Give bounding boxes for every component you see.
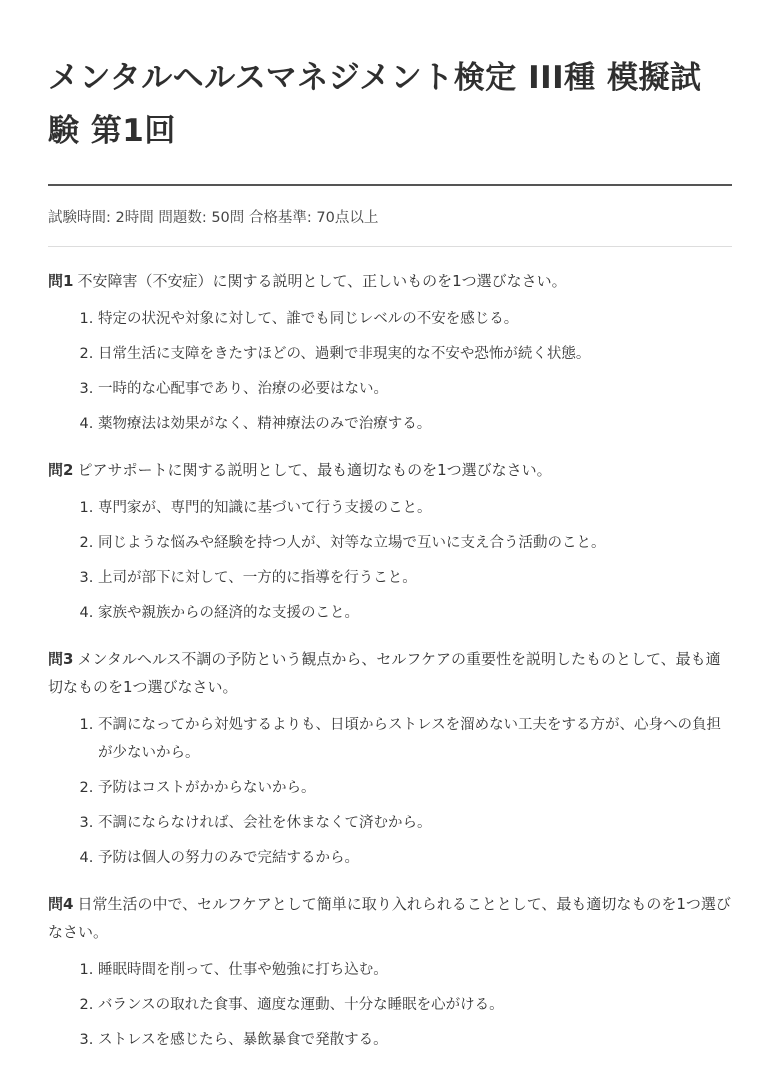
option-item: 4. 予防は個人の努力のみで完結するから。 [98,844,732,872]
option-item: 4. 薬物療法は効果がなく、精神療法のみで治療する。 [98,410,732,438]
title-divider [48,184,732,186]
exam-meta: 試験時間: 2時間 問題数: 50問 合格基準: 70点以上 [48,210,379,226]
question-3 [48,645,732,872]
question-body: 日常生活の中で、セルフケアとして簡単に取り入れられることとして、最も適切なものを1つ選びなさい。 [48,895,731,941]
option-item: 2. 同じような悩みや経験を持つ人が、対等な立場で互いに支え合う活動のこと。 [98,529,732,557]
question-1 [48,267,732,438]
question-number: 問3 [48,650,74,668]
option-item: 2. 予防はコストがかからないから。 [98,774,732,802]
option-item: 1. 専門家が、専門的知識に基づいて行う支援のこと。 [98,494,732,522]
option-item: 3. 一時的な心配事であり、治療の必要はない。 [98,375,732,403]
option-item: 1. 特定の状況や対象に対して、誰でも同じレベルの不安を感じる。 [98,305,732,333]
question-number: 問4 [48,895,74,913]
question-2 [48,456,732,627]
question-text [48,890,732,946]
option-item: 1. 不調になってから対処するよりも、日頃からストレスを溜めない工夫をする方が、心身への負担が少ないから。 [98,711,732,767]
option-list [48,305,732,438]
question-number: 問1 [48,272,74,290]
meta-divider [48,246,732,247]
option-list [48,956,732,1054]
option-item: 3. ストレスを感じたら、暴飲暴食で発散する。 [98,1026,732,1054]
question-body: メンタルヘルス不調の予防という観点から、セルフケアの重要性を説明したものとして、最も適切なものを1つ選びなさい。 [48,650,721,696]
question-body: 不安障害（不安症）に関する説明として、正しいものを1つ選びなさい。 [77,272,567,290]
option-item: 3. 上司が部下に対して、一方的に指導を行うこと。 [98,564,732,592]
page-title: メンタルヘルスマネジメント検定 III種 模擬試験 第1回 [48,60,702,149]
option-item: 2. 日常生活に支障をきたすほどの、過剰で非現実的な不安や恐怖が続く状態。 [98,340,732,368]
option-item: 3. 不調にならなければ、会社を休まなくて済むから。 [98,809,732,837]
question-4 [48,890,732,1054]
option-list [48,494,732,627]
question-number: 問2 [48,461,74,479]
question-body: ピアサポートに関する説明として、最も適切なものを1つ選びなさい。 [77,461,552,479]
question-text [48,456,732,484]
question-text [48,267,732,295]
option-item: 2. バランスの取れた食事、適度な運動、十分な睡眠を心がける。 [98,991,732,1019]
option-item: 4. 家族や親族からの経済的な支援のこと。 [98,599,732,627]
question-text [48,645,732,701]
option-item: 1. 睡眠時間を削って、仕事や勉強に打ち込む。 [98,956,732,984]
option-list [48,711,732,872]
